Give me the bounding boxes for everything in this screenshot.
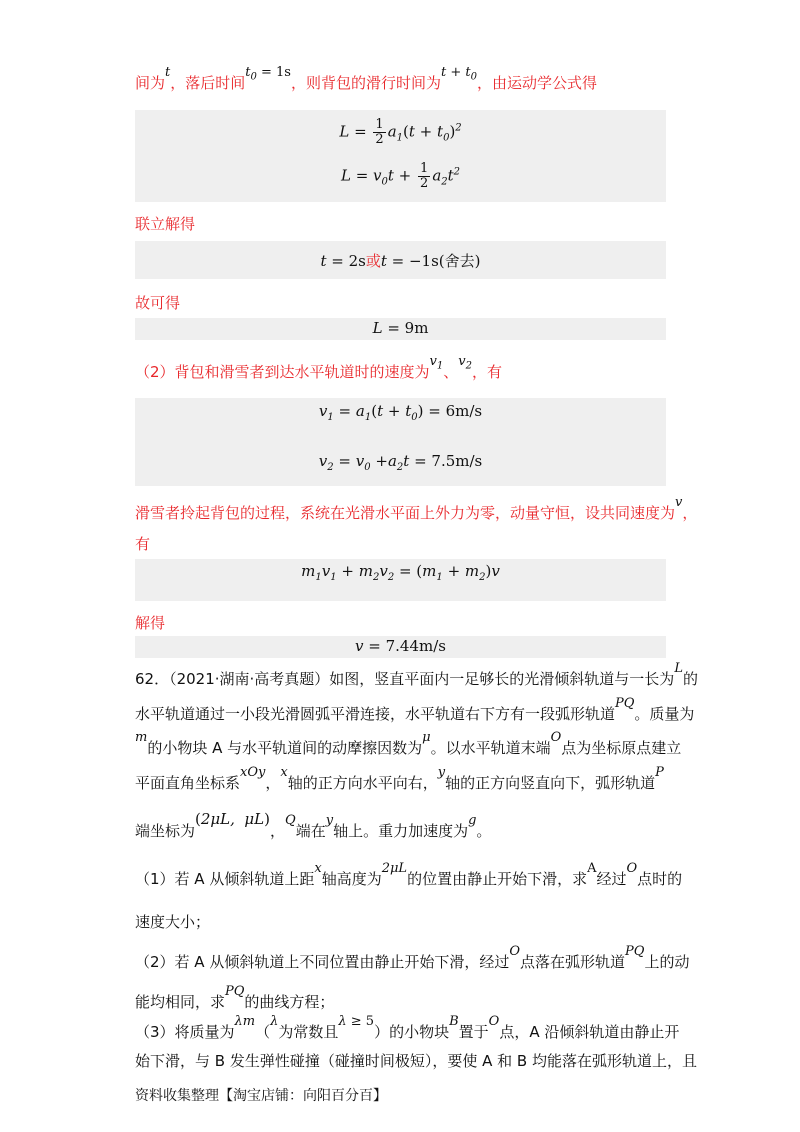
text-segment: ，由运动学公式得 — [476, 74, 597, 92]
question3-line1: （3）将质量为λm（λ为常数且λ ≥ 5）的小物块B置于O点，A 沿倾斜轨道由静止开 — [135, 1014, 680, 1041]
equation-L-result: L = 9m — [372, 319, 429, 337]
text-segment: 62．（2021·湖南·高考真题）如图，竖直平面内一足够长的光滑倾斜轨道与一长为 — [135, 670, 675, 688]
question3-line2: 始下滑，与 B 发生弹性碰撞（碰撞时间极短），要使 A 和 B 均能落在弧形轨道上，且 — [135, 1052, 697, 1070]
text-momentum-line2: 有 — [135, 535, 151, 553]
equation-box-kinematics — [135, 110, 666, 202]
text-segment: ， — [270, 822, 286, 840]
text-segment: 。质量为 — [634, 705, 695, 723]
text-segment: 轴的正方向竖直向下，弧形轨道 — [445, 774, 656, 792]
text-segment: 点时的 — [637, 870, 683, 888]
text-lianli: 联立解得 — [135, 215, 196, 233]
text-segment: 上的动 — [644, 953, 690, 971]
text-segment: 端在 — [295, 822, 326, 840]
text-keyide: 故可得 — [135, 294, 181, 312]
text-segment: 滑雪者拎起背包的过程，系统在光滑水平面上外力为零，动量守恒，设共同速度为 — [135, 504, 676, 522]
text-jiede: 解得 — [135, 614, 166, 632]
text-segment: ，落后时间 — [170, 74, 246, 92]
equation-v2: $v_2 = v_0 +a_2t = 7.5m/s$ — [318, 452, 483, 473]
text-momentum-line1: 滑雪者拎起背包的过程，系统在光滑水平面上外力为零，动量守恒，设共同速度为v， — [135, 495, 698, 522]
equation-box-v-result — [135, 636, 666, 658]
text-part2-intro: （2）背包和滑雪者到达水平轨道时的速度为$v_1$、$v_2$，有 — [135, 354, 503, 381]
problem62-line3: m的小物块 A 与水平轨道间的动摩擦因数为μ。以水平轨道末端O点为坐标原点建立 — [135, 730, 682, 757]
text-segment: 点为坐标原点建立 — [561, 739, 682, 757]
text-segment: 、 — [443, 363, 459, 381]
equation-t-solution: t = 2s或t = −1s(舍去) — [320, 252, 481, 270]
text-segment: 轴上。重力加速度为 — [333, 822, 469, 840]
equation-momentum: $m_1v_1 + m_2v_2 = (m_1 + m_2)v$ — [301, 562, 500, 583]
equation-box-velocities — [135, 398, 666, 486]
problem62-line4: 平面直角坐标系xOy，x轴的正方向水平向右，y轴的正方向竖直向下，弧形轨道P — [135, 765, 664, 792]
question1-line1: （1）若 A 从倾斜轨道上距x轴高度为2μL的位置由静止开始下滑，求A经过O点时的 — [135, 861, 683, 888]
text-segment: ）的小物块 — [374, 1023, 450, 1041]
text-segment: 。以水平轨道末端 — [430, 739, 551, 757]
question2-line1: （2）若 A 从倾斜轨道上不同位置由静止开始下滑，经过O点落在弧形轨道PQ上的动 — [135, 944, 690, 971]
equation-box-solution-t — [135, 241, 666, 279]
text-segment: 置于 — [458, 1023, 489, 1041]
text-segment: 水平轨道通过一小段光滑圆弧平滑连接，水平轨道右下方有一段弧形轨道 — [135, 705, 616, 723]
text-segment: 为常数且 — [278, 1023, 339, 1041]
text-segment: 轴高度为 — [321, 870, 382, 888]
equation-L-velocity: $L = v_0t$ + $\frac{1}{2}$ $a_2t^2$ — [340, 161, 461, 191]
text-segment: （2）背包和滑雪者到达水平轨道时的速度为 — [135, 363, 430, 381]
question1-line2: 速度大小； — [135, 913, 211, 931]
text-or: 或 — [365, 252, 381, 270]
text-segment: 经过 — [596, 870, 627, 888]
text-segment: 。 — [476, 822, 492, 840]
problem62-line1: 62．（2021·湖南·高考真题）如图，竖直平面内一足够长的光滑倾斜轨道与一长为L的 — [135, 661, 698, 688]
text-segment: （3）将质量为 — [135, 1023, 235, 1041]
text-segment: 点落在弧形轨道 — [520, 953, 626, 971]
text-segment: 的小物块 A 与水平轨道间的动摩擦因数为 — [147, 739, 423, 757]
text-segment: （ — [255, 1023, 271, 1041]
text-segment: 点，A 沿倾斜轨道由静止开 — [499, 1023, 680, 1041]
text-segment: ，有 — [472, 363, 503, 381]
text-segment: 轴的正方向水平向右， — [287, 774, 438, 792]
text-segment: 间为 — [135, 74, 166, 92]
footer-text: 资料收集整理【淘宝店铺：向阳百分百】 — [135, 1088, 387, 1104]
problem62-line5: 端坐标为(2μL, μL)，Q端在y轴上。重力加速度为g。 — [135, 810, 492, 840]
text-segment: （2）若 A 从倾斜轨道上不同位置由静止开始下滑，经过 — [135, 953, 510, 971]
text-segment: 能均相同，求 — [135, 993, 226, 1011]
text-line-time: 间为t，落后时间$t_0 = 1s$，则背包的滑行时间为$t + t_0$，由运动学公式得 — [135, 65, 597, 92]
question2-line2: 能均相同，求PQ的曲线方程； — [135, 984, 335, 1011]
text-segment: 端坐标为 — [135, 822, 196, 840]
text-segment: ，则背包的滑行时间为 — [290, 74, 441, 92]
problem62-line2: 水平轨道通过一小段光滑圆弧平滑连接，水平轨道右下方有一段弧形轨道PQ。质量为 — [135, 696, 695, 723]
text-segment: ， — [682, 504, 698, 522]
equation-v1: $v_1 = a_1(t + t_0) = 6m/s$ — [318, 402, 483, 423]
text-segment: （1）若 A 从倾斜轨道上距 — [135, 870, 315, 888]
text-segment: ， — [265, 774, 281, 792]
equation-box-L — [135, 318, 666, 340]
equation-L-accel: L = $\frac{1}{2}$ $a_1(t + t_0)^2$ — [339, 117, 462, 147]
equation-box-momentum — [135, 559, 666, 601]
equation-v-result: v = 7.44m/s — [355, 637, 446, 655]
text-segment: 的 — [682, 670, 698, 688]
text-segment: 的曲线方程； — [244, 993, 335, 1011]
text-segment: 的位置由静止开始下滑，求 — [407, 870, 588, 888]
text-segment: 平面直角坐标系 — [135, 774, 241, 792]
